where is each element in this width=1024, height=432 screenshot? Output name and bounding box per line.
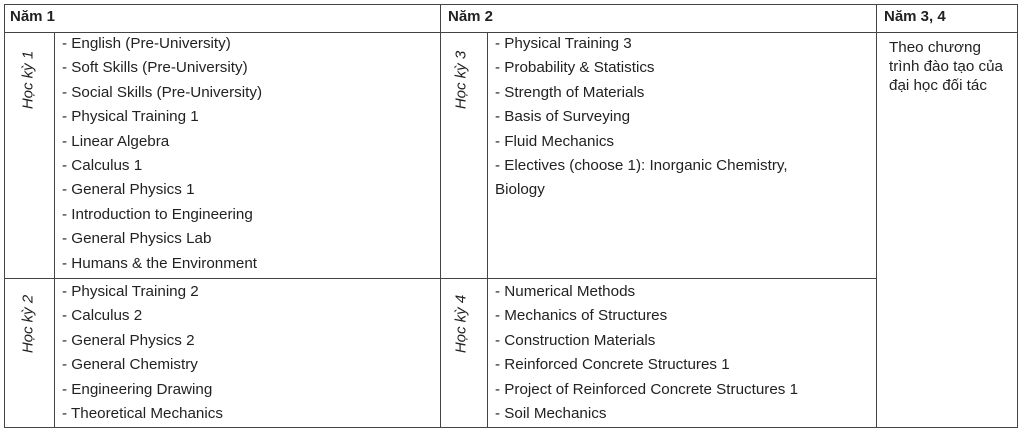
list-item: - Linear Algebra: [62, 132, 170, 150]
year-3-4-header: Năm 3, 4: [884, 8, 946, 25]
semester-3-label-text: Học kỳ 3: [452, 50, 470, 110]
list-item: - Theoretical Mechanics: [62, 405, 223, 423]
list-item: - General Physics Lab: [62, 230, 212, 248]
list-item: - Probability & Statistics: [495, 59, 655, 77]
semester-4-label-text: Học kỳ 4: [452, 294, 470, 354]
list-item: - Reinforced Concrete Structures 1: [495, 356, 730, 374]
list-item: - Fluid Mechanics: [495, 132, 615, 150]
list-item: - Physical Training 2: [62, 283, 199, 300]
semester-3-course-list: [495, 32, 788, 203]
list-item: - English (Pre-University): [62, 35, 231, 52]
list-item: - Basis of Surveying: [495, 108, 631, 126]
list-item: - Soft Skills (Pre-University): [62, 59, 248, 77]
year-divider-2: [876, 4, 877, 428]
semester-col-divider-1: [54, 32, 55, 428]
partner-program-note: Theo chương trình đào tạo của đại học đối tác: [889, 39, 1003, 94]
list-item: - Social Skills (Pre-University): [62, 83, 262, 101]
list-item: Biology: [495, 181, 545, 199]
list-item: - General Physics 1: [62, 181, 195, 199]
semester-4-course-list: [495, 280, 798, 426]
list-item: - Physical Training 1: [62, 108, 199, 126]
list-item: - Calculus 2: [62, 307, 143, 325]
list-item: - Numerical Methods: [495, 283, 636, 300]
list-item: - General Chemistry: [62, 356, 198, 374]
year-2-header: Năm 2: [448, 8, 494, 25]
list-item: - Project of Reinforced Concrete Structures 1: [495, 380, 799, 398]
list-item: - Electives (choose 1): Inorganic Chemistry,: [495, 157, 788, 175]
semester-1-course-list: [62, 32, 262, 276]
list-item: - Calculus 1: [62, 157, 143, 175]
list-item: - Engineering Drawing: [62, 380, 213, 398]
list-item: - Humans & the Environment: [62, 254, 257, 272]
list-item: - Introduction to Engineering: [62, 205, 253, 223]
year-1-header: Năm 1: [10, 8, 56, 25]
semester-col-divider-2: [487, 32, 488, 428]
semester-2-course-list: [62, 280, 223, 426]
list-item: - Construction Materials: [495, 331, 656, 349]
list-item: - Mechanics of Structures: [495, 307, 668, 325]
list-item: - Physical Training 3: [495, 35, 632, 52]
list-item: - General Physics 2: [62, 331, 195, 349]
list-item: - Strength of Materials: [495, 83, 645, 101]
semester-2-label-text: Học kỳ 2: [19, 294, 37, 354]
list-item: - Soil Mechanics: [495, 405, 607, 423]
year-divider-1: [440, 4, 441, 428]
semester-1-label-text: Học kỳ 1: [19, 50, 37, 110]
